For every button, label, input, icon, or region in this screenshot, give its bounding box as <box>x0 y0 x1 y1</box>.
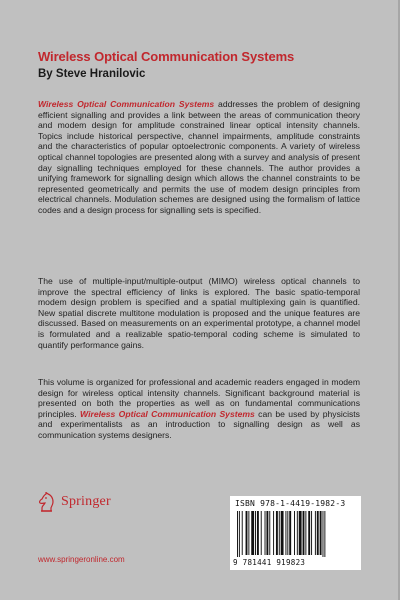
barcode-bar <box>285 511 286 555</box>
barcode-digits: 9 781441 919823 <box>233 558 306 567</box>
blurb-paragraph-3 <box>38 377 360 441</box>
barcode-bar <box>269 511 270 555</box>
barcode-bar <box>287 511 288 555</box>
barcode-bar <box>257 511 259 555</box>
publisher-logo <box>38 492 111 512</box>
barcode-bar <box>308 511 310 555</box>
blurb-paragraph-2 <box>38 276 360 350</box>
isbn-label: ISBN 978-1-4419-1982-3 <box>235 499 346 508</box>
barcode-bar <box>299 511 302 555</box>
blurb-text: addresses the problem of designing efficient signalling and provides a link between the areas of communication theory and modem design for amplitude constrained linear optical intensity channels. Topics include historical perspective, channel impairments, amplitude constraints and the characteristics of popular optoelectronic components. A variety of wireless optical channel topologies are presented along with a survey and analysis of present day signalling techniques employed for these channels. The author provides a unifying framework for signalling design which allows the channel constraints to be represented geometrically and permits the use of modem design principles from electrical channels. Modulation schemes are designed using the formalism of lattice codes and a design process for signalling sets is specified. <box>38 99 360 215</box>
barcode-bar <box>294 511 295 555</box>
barcode-bar <box>289 511 291 555</box>
barcode-bar <box>266 511 268 555</box>
barcode-bar <box>242 511 243 555</box>
blurb-paragraph-1 <box>38 99 360 216</box>
barcode-bar <box>323 511 324 557</box>
book-author: By Steve Hranilovic <box>38 68 146 80</box>
publisher-website: www.springeronline.com <box>38 555 125 564</box>
barcode-bars <box>237 511 355 557</box>
barcode-bar <box>305 511 306 555</box>
barcode-bar <box>317 511 319 555</box>
blurb-text: can be used by physicists and experimentalists as an introduction to signalling design as well as communication systems designers. <box>38 408 360 440</box>
barcode-bar <box>255 511 256 555</box>
barcode-bar <box>297 511 298 555</box>
barcode-bar <box>261 511 262 555</box>
barcode-bar <box>311 511 312 555</box>
barcode-bar <box>273 511 274 555</box>
barcode-bar <box>265 511 266 555</box>
barcode-bar <box>251 511 254 555</box>
barcode-bar <box>248 511 249 555</box>
barcode-bar <box>276 511 278 555</box>
barcode-bar <box>239 511 240 557</box>
barcode-bar <box>281 511 284 555</box>
blurb-title-highlight: Wireless Optical Communication Systems <box>38 99 215 109</box>
blurb-text: This volume is organized for professional and academic readers engaged in modem design for wireless optical intensity channels. Significant background material is presented on both the properties as well as on fundamental communications principles. <box>38 377 360 419</box>
blurb-title-highlight: Wireless Optical Communication Systems <box>80 408 255 419</box>
blurb-text: The use of multiple-input/multiple-output (MIMO) wireless optical channels to improve the spectral efficiency of links is explored. The basic spatio-temporal modem design problem is specified and a spatial multiplexing gain is quantified. New spatial discrete multitone modulation is proposed and the unique features are discussed. Based on measurements on an experimental prototype, a channel model is formulated and a realizable spatio-temporal coding scheme is simulated to quantify performance gains. <box>38 276 360 350</box>
barcode-bar <box>246 511 248 555</box>
barcode-bar <box>315 511 316 555</box>
book-title: Wireless Optical Communication Systems <box>38 49 295 64</box>
isbn-barcode <box>230 496 361 570</box>
barcode-bar <box>324 511 325 557</box>
barcode-bar <box>279 511 280 555</box>
publisher-name: Springer <box>61 494 111 509</box>
barcode-bar <box>303 511 305 555</box>
barcode-bar <box>320 511 322 555</box>
chess-knight-icon <box>38 492 56 512</box>
barcode-bar <box>237 511 238 557</box>
